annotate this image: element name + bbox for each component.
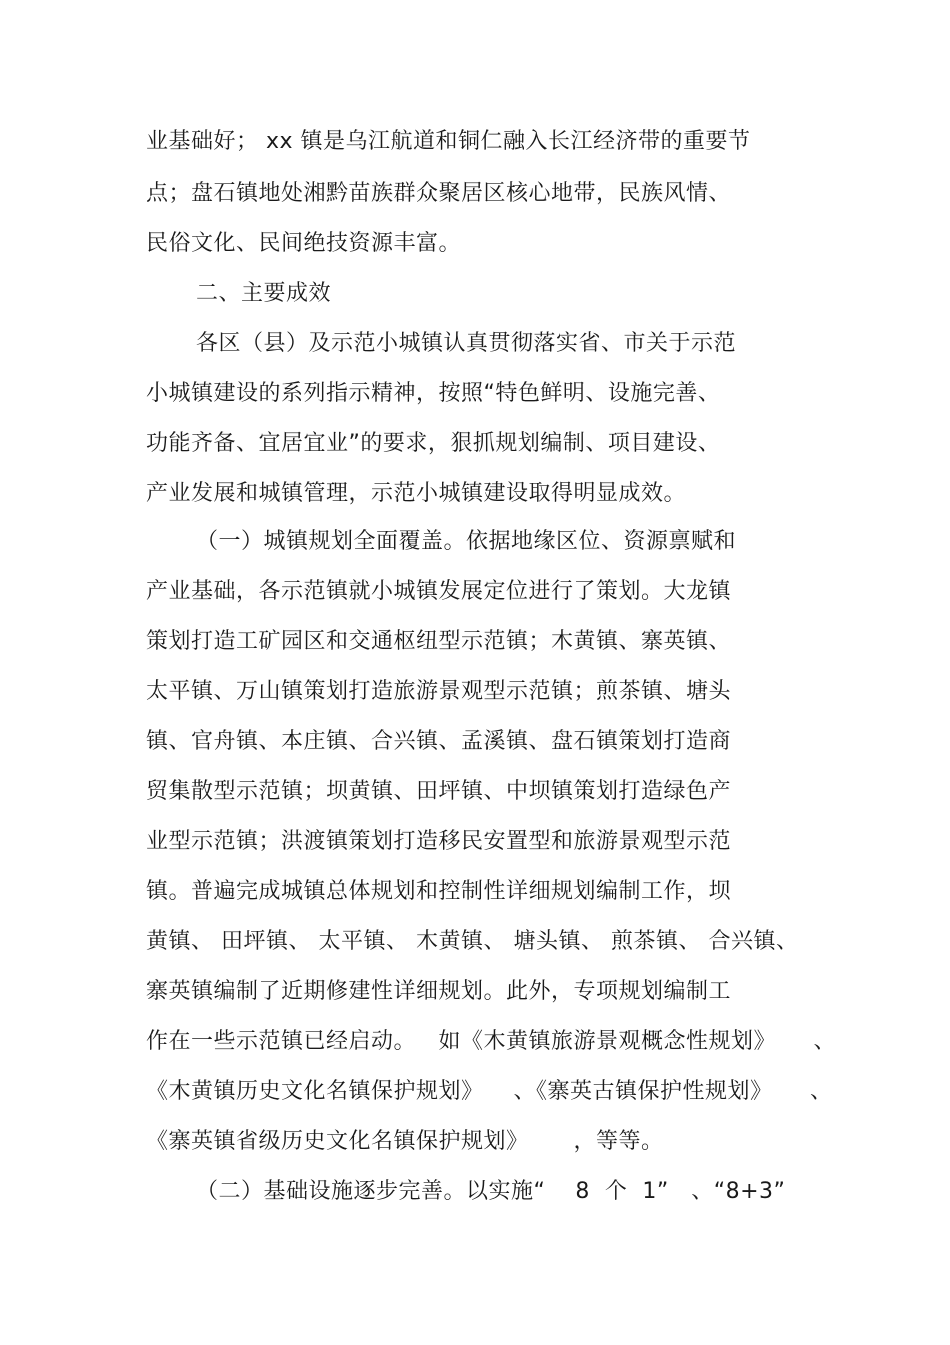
text-line: 民俗文化、民间绝技资源丰富。 bbox=[146, 231, 462, 256]
text-line: 作在一些示范镇已经启动。 如《木黄镇旅游景观概念性规划》 、 bbox=[146, 1029, 836, 1054]
text-line: 小城镇建设的系列指示精神，按照“特色鲜明、设施完善、 bbox=[146, 381, 721, 406]
text-line: 功能齐备、宜居宜业”的要求，狠抓规划编制、项目建设、 bbox=[146, 431, 721, 456]
text-line: 贸集散型示范镇；坝黄镇、田坪镇、中坝镇策划打造绿色产 bbox=[146, 779, 732, 804]
text-line: 镇、官舟镇、本庄镇、合兴镇、孟溪镇、盘石镇策划打造商 bbox=[146, 729, 732, 754]
text-line: 点；盘石镇地处湘黔苗族群众聚居区核心地带，民族风情、 bbox=[146, 181, 732, 206]
text-line: 产业发展和城镇管理，示范小城镇建设取得明显成效。 bbox=[146, 481, 687, 506]
text-line: 业基础好； xx 镇是乌江航道和铜仁融入长江经济带的重要节 bbox=[146, 129, 751, 154]
text-line: 各区（县）及示范小城镇认真贯彻落实省、市关于示范 bbox=[196, 331, 737, 356]
text-line: （二）基础设施逐步完善。以实施“ 8 个 1” 、“8+3” bbox=[196, 1179, 786, 1204]
text-line: 《寨英镇省级历史文化名镇保护规划》 ，等等。 bbox=[146, 1129, 664, 1154]
text-line: 黄镇、 田坪镇、 太平镇、 木黄镇、 塘头镇、 煎茶镇、 合兴镇、 bbox=[146, 929, 799, 954]
text-line: 产业基础，各示范镇就小城镇发展定位进行了策划。大龙镇 bbox=[146, 579, 732, 604]
text-line: 业型示范镇；洪渡镇策划打造移民安置型和旅游景观型示范 bbox=[146, 829, 732, 854]
text-line: 镇。普遍完成城镇总体规划和控制性详细规划编制工作，坝 bbox=[146, 879, 732, 904]
text-line: （一）城镇规划全面覆盖。依据地缘区位、资源禀赋和 bbox=[196, 529, 737, 554]
text-line: 《木黄镇历史文化名镇保护规划》 、《寨英古镇保护性规划》 、 bbox=[146, 1079, 833, 1104]
section-heading: 二、主要成效 bbox=[196, 281, 332, 306]
text-line: 策划打造工矿园区和交通枢纽型示范镇；木黄镇、寨英镇、 bbox=[146, 629, 732, 654]
text-line: 寨英镇编制了近期修建性详细规划。此外，专项规划编制工 bbox=[146, 979, 732, 1004]
text-line: 太平镇、万山镇策划打造旅游景观型示范镇；煎茶镇、塘头 bbox=[146, 679, 732, 704]
